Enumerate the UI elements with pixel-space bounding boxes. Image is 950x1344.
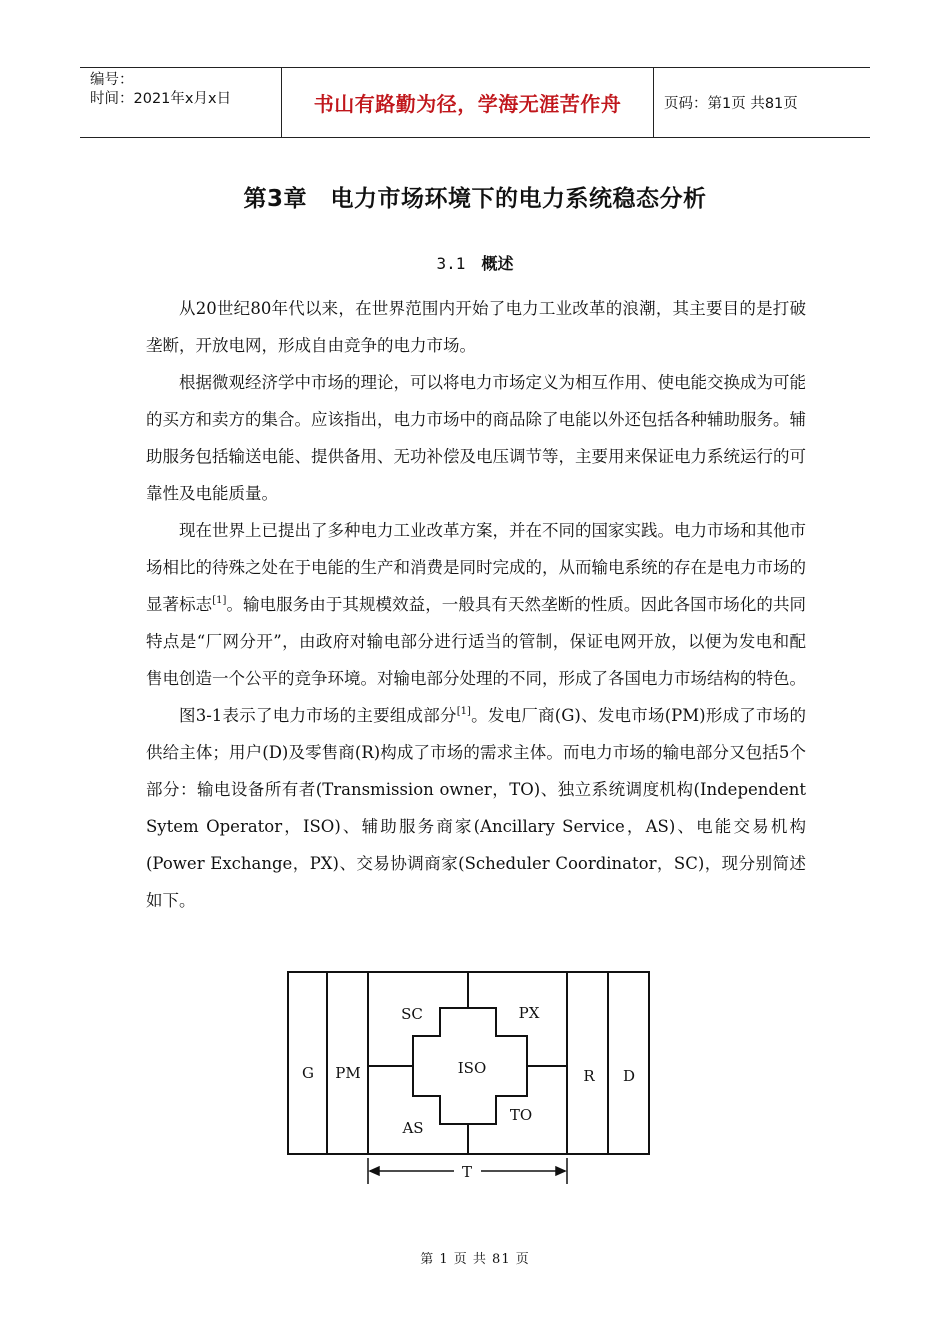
paragraph — [146, 697, 806, 919]
section-name: 概述 — [481, 254, 514, 273]
date-label: 时间：2021年x月x日 — [90, 91, 232, 107]
header-motto: 书山有路勤为径，学海无涯苦作舟 — [282, 68, 654, 137]
header-table — [80, 67, 870, 138]
label-g: G — [302, 1064, 314, 1082]
header-page-info: 页码：第1页 共81页 — [664, 96, 798, 112]
page-footer: 第 1 页 共 81 页 — [420, 1252, 530, 1267]
paragraph-text: 现在世界上已提出了多种电力工业改革方案，并在不同的国家实践。电力市场和其他市场相比的待殊之处在于电能的生产和消费是同时完成的，从而输电系统的存在是电力市场的显著标志 — [146, 521, 806, 614]
label-as: AS — [402, 1119, 424, 1137]
t-arrow-left — [370, 1167, 379, 1175]
section-number: 3.1 — [436, 254, 466, 273]
paragraph-text: 图3-1表示了电力市场的主要组成部分 — [179, 706, 457, 725]
citation-mark: [1] — [212, 595, 227, 606]
citation-mark: [1] — [456, 706, 471, 717]
label-sc: SC — [401, 1005, 423, 1023]
body-text — [146, 290, 806, 919]
header-meta — [80, 68, 282, 137]
chapter-title: 第3章 电力市场环境下的电力系统稳态分析 — [243, 186, 707, 212]
paragraph-text: 。发电厂商(G)、发电市场(PM)形成了市场的供给主体；用户(D)及零售商(R)构成了市场的需求主体。而电力市场的输电部分又包括5个部分：输电设备所有者(Transmission owner，TO)、独立系统调度机构(Independent Sytem Operator，ISO)、辅助服务商家(Ancillary Service，AS)、电能交易机构(Power Exchange，PX)、交易协调商家(Scheduler Coordinator，SC)，现分别简述如下。 — [146, 706, 806, 910]
market-structure-figure — [286, 968, 656, 1192]
label-to: TO — [509, 1106, 533, 1124]
label-d: D — [622, 1067, 636, 1085]
section-title — [0, 251, 950, 274]
label-px: PX — [518, 1004, 540, 1022]
paragraph — [146, 512, 806, 697]
label-iso: ISO — [457, 1059, 487, 1077]
paragraph: 根据微观经济学中市场的理论，可以将电力市场定义为相互作用、使电能交换成为可能的买方和卖方的集合。应该指出，电力市场中的商品除了电能以外还包括各种辅助服务。辅助服务包括输送电能、提供备用、无功补偿及电压调节等，主要用来保证电力系统运行的可靠性及电能质量。 — [146, 373, 806, 503]
t-arrow-right — [556, 1167, 565, 1175]
paragraph-text: 。输电服务由于其规模效益，一般具有天然垄断的性质。因此各国市场化的共同特点是“厂网分开”，由政府对输电部分进行适当的管制，保证电网开放，以便为发电和配售电创造一个公平的竞争环境。对输电部分处理的不同，形成了各国电力市场结构的特色。 — [146, 595, 807, 688]
label-pm: PM — [335, 1064, 361, 1082]
number-label: 编号： — [90, 72, 134, 88]
label-t: T — [461, 1163, 473, 1181]
paragraph: 从20世纪80年代以来，在世界范围内开始了电力工业改革的浪潮，其主要目的是打破垄断，开放电网，形成自由竞争的电力市场。 — [146, 299, 806, 355]
label-r: R — [583, 1067, 595, 1085]
